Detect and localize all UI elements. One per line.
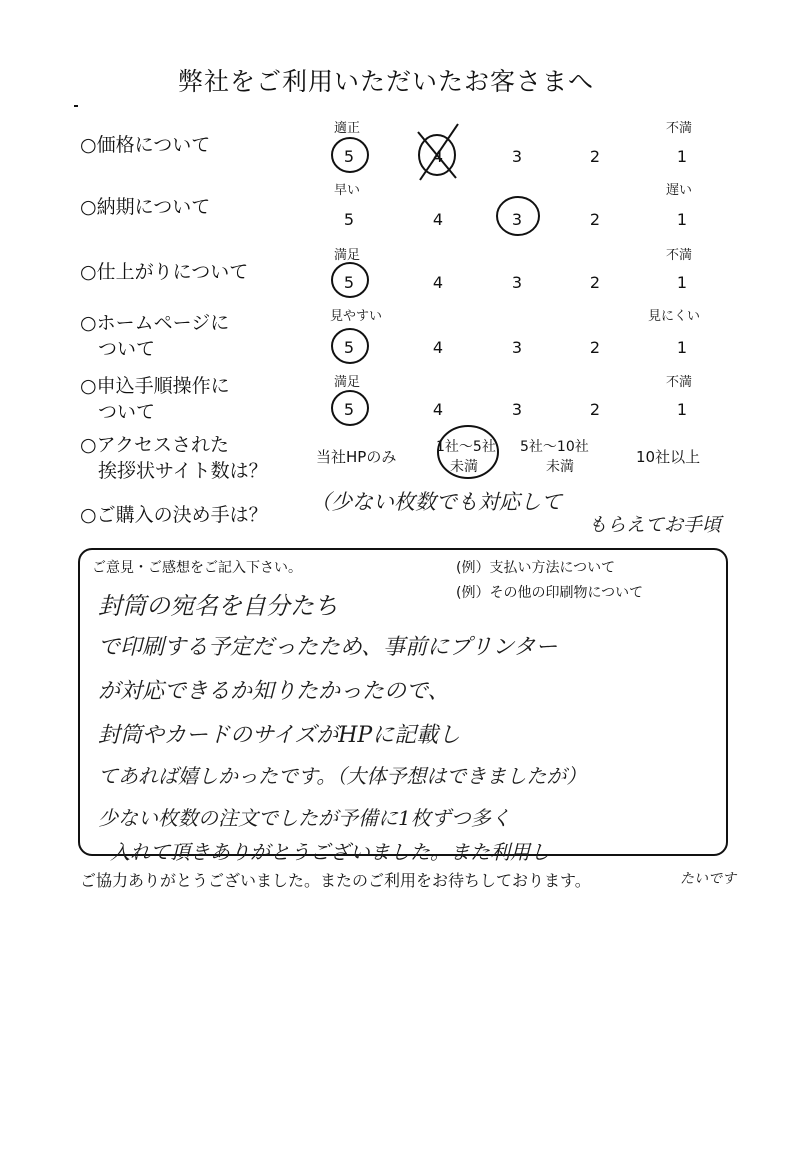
anchor-left-homepage: 見やすい — [330, 309, 383, 324]
rating-3: 3 — [511, 147, 523, 166]
purchase-answer-line2: もらえてお手頃 — [588, 514, 722, 536]
comment-line: 封筒やカードのサイズがHPに記載し — [98, 723, 461, 748]
question-procedure-line1: ○申込手順操作に — [80, 375, 230, 397]
comment-line: 入れて頂きありがとうございました。また利用し — [110, 840, 550, 864]
question-procedure-line2: ついて — [98, 401, 156, 423]
comment-line: で印刷する予定だったため、事前にプリンター — [98, 635, 558, 660]
rating-1: 1 — [676, 400, 688, 419]
purchase-answer-line1: （少ない枚数でも対応して — [310, 490, 562, 514]
access-option-5-10-under: 未満 — [546, 459, 574, 475]
circle-mark — [332, 329, 368, 363]
rating-4: 4 — [432, 147, 444, 166]
footer-thanks: ご協力ありがとうございました。またのご利用をお待ちしております。 — [80, 871, 591, 890]
question-homepage-line2: ついて — [98, 338, 156, 360]
rating-5: 5 — [343, 400, 355, 419]
anchor-left-delivery: 早い — [334, 183, 361, 198]
rating-5: 5 — [343, 273, 355, 292]
circle-mark — [438, 426, 498, 478]
rating-5: 5 — [343, 210, 355, 229]
rating-5: 5 — [343, 147, 355, 166]
rating-3: 3 — [511, 210, 523, 229]
rating-4: 4 — [432, 400, 444, 419]
anchor-right-finish: 不満 — [666, 248, 693, 263]
rating-2: 2 — [589, 147, 601, 166]
anchor-right-procedure: 不満 — [666, 375, 693, 390]
anchor-right-price: 不満 — [666, 121, 693, 136]
rating-3: 3 — [511, 338, 523, 357]
circle-mark — [497, 197, 539, 235]
question-homepage-line1: ○ホームページに — [80, 312, 230, 334]
rating-4: 4 — [432, 338, 444, 357]
anchor-left-procedure: 満足 — [334, 375, 361, 390]
anchor-right-delivery: 遅い — [666, 183, 693, 198]
comment-line: 少ない枚数の注文でしたが予備に1枚ずつ多く — [98, 806, 511, 830]
question-access-line1: ○アクセスされた — [80, 434, 230, 456]
anchor-left-price: 適正 — [334, 121, 361, 136]
rating-2: 2 — [589, 210, 601, 229]
rating-1: 1 — [676, 147, 688, 166]
circle-mark — [332, 263, 368, 297]
access-option-hp-only: 当社HPのみ — [316, 448, 397, 466]
access-option-1-5: 1社～5社 — [436, 439, 496, 455]
comment-line: が対応できるか知りたかったので、 — [98, 679, 450, 704]
page-title: 弊社をご利用いただいたお客さまへ — [178, 67, 595, 96]
rating-1: 1 — [676, 338, 688, 357]
rating-2: 2 — [589, 273, 601, 292]
question-access-line2: 挨拶状サイト数は？ — [98, 460, 268, 482]
rating-1: 1 — [676, 273, 688, 292]
rating-1: 1 — [676, 210, 688, 229]
circle-mark — [332, 138, 368, 172]
rating-2: 2 — [589, 338, 601, 357]
anchor-left-finish: 満足 — [334, 248, 361, 263]
access-option-5-10: 5社～10社 — [520, 439, 589, 455]
comment-line: たいです — [680, 871, 736, 887]
rating-3: 3 — [511, 400, 523, 419]
rating-4: 4 — [432, 273, 444, 292]
comment-line: 封筒の宛名を自分たち — [98, 592, 338, 620]
access-option-1-5-under: 未満 — [450, 459, 478, 475]
cross-mark — [420, 124, 458, 180]
comment-line: てあれば嬉しかったです。（大体予想はできましたが） — [98, 764, 587, 788]
rating-2: 2 — [589, 400, 601, 419]
circle-mark — [332, 391, 368, 425]
rating-4: 4 — [432, 210, 444, 229]
comments-header: ご意見・ご感想をご記入下さい。 — [92, 560, 302, 576]
question-purchase: ○ご購入の決め手は？ — [80, 504, 268, 526]
rating-3: 3 — [511, 273, 523, 292]
access-option-10-plus: 10社以上 — [636, 448, 701, 466]
question-price: ○価格について — [80, 134, 211, 156]
rating-5: 5 — [343, 338, 355, 357]
anchor-right-homepage: 見にくい — [648, 309, 701, 324]
question-finish: ○仕上がりについて — [80, 261, 249, 283]
comments-example-1: (例）支払い方法について — [456, 560, 616, 576]
comments-example-2: (例）その他の印刷物について — [456, 585, 644, 601]
question-delivery: ○納期について — [80, 196, 211, 218]
